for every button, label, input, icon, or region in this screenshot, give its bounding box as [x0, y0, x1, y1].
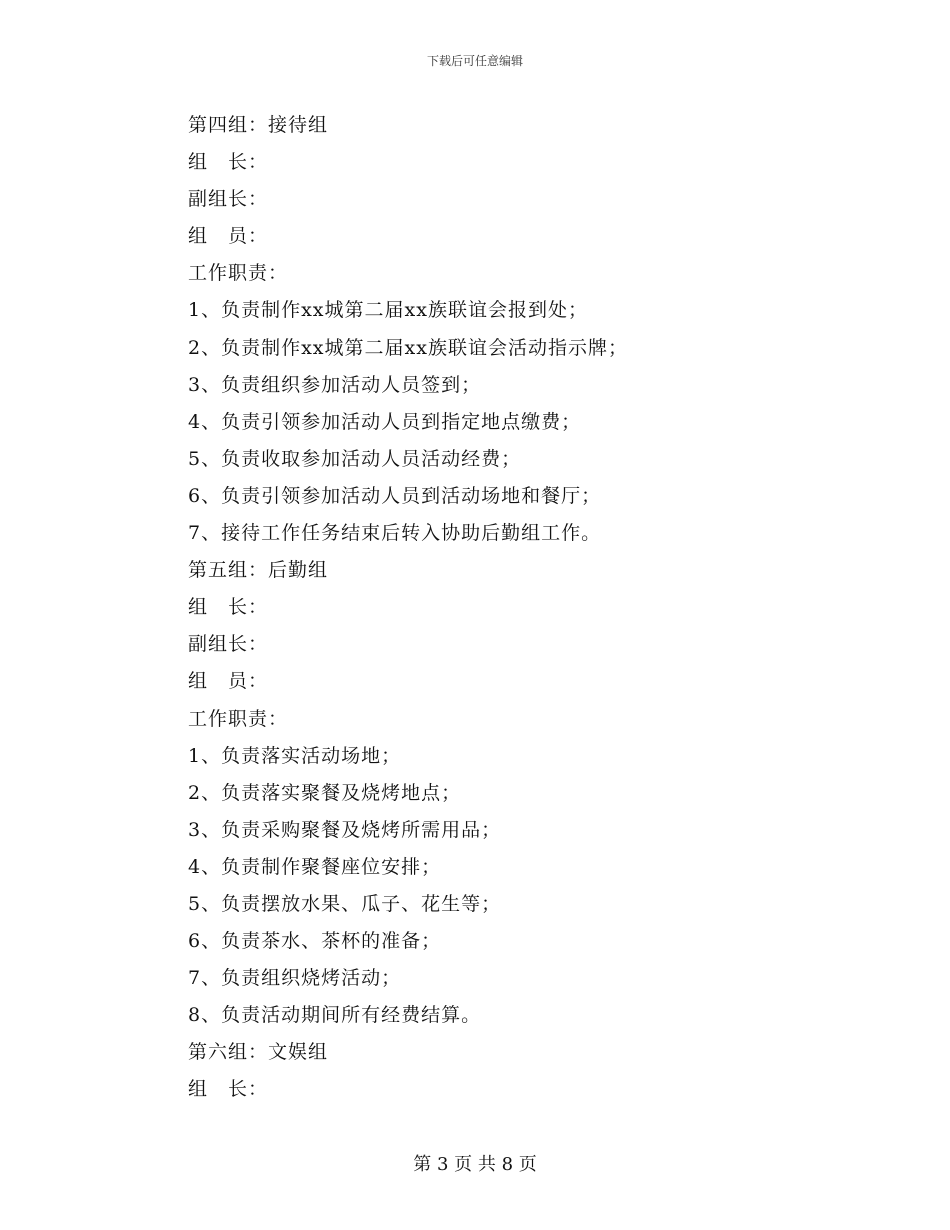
group-four-deputy-line: 副组长： — [188, 188, 269, 211]
group-five-duty-item: 2、负责落实聚餐及烧烤地点； — [188, 781, 462, 804]
group-four-duty-item: 7、接待工作任务结束后转入协助后勤组工作。 — [188, 522, 602, 545]
page-header: 下载后可任意编辑 — [426, 54, 523, 68]
group-four-duty-item: 4、负责引领参加活动人员到指定地点缴费； — [188, 410, 582, 433]
group-four-duty-item: 1、负责制作xx城第二届xx族联谊会报到处； — [188, 299, 588, 322]
document-body — [188, 107, 808, 1109]
group-four-duties-heading: 工作职责： — [188, 262, 289, 285]
group-four-heading: 第四组：接待组 — [188, 114, 329, 136]
group-four-duty-item: 3、负责组织参加活动人员签到； — [188, 373, 482, 396]
group-six-leader-line: 组 长： — [188, 1078, 269, 1101]
group-four-members-line: 组 员： — [188, 225, 269, 248]
group-five-deputy-line: 副组长： — [188, 633, 269, 656]
group-five-members-line: 组 员： — [188, 670, 269, 693]
group-four-duty-item: 2、负责制作xx城第二届xx族联谊会活动指示牌； — [188, 336, 628, 359]
group-five-leader-line: 组 长： — [188, 596, 269, 619]
group-five-duty-item: 8、负责活动期间所有经费结算。 — [188, 1004, 482, 1027]
group-six-heading: 第六组：文娱组 — [188, 1041, 329, 1064]
group-five-duty-item: 5、负责摆放水果、瓜子、花生等； — [188, 892, 502, 915]
group-five-duty-item: 7、负责组织烧烤活动； — [188, 967, 402, 990]
page-number-footer: 第 3 页 共 8 页 — [413, 1154, 537, 1175]
group-four-duty-item: 5、负责收取参加活动人员活动经费； — [188, 447, 522, 470]
group-five-duty-item: 1、负责落实活动场地； — [188, 744, 402, 767]
group-five-duties-heading: 工作职责： — [188, 707, 289, 730]
group-four-duty-item: 6、负责引领参加活动人员到活动场地和餐厅； — [188, 484, 602, 507]
group-five-heading: 第五组：后勤组 — [188, 559, 329, 582]
group-four-leader-line: 组 长： — [188, 151, 269, 174]
group-five-duty-item: 6、负责茶水、茶杯的准备； — [188, 930, 442, 953]
group-five-duty-item: 4、负责制作聚餐座位安排； — [188, 855, 442, 878]
group-five-duty-item: 3、负责采购聚餐及烧烤所需用品； — [188, 818, 502, 841]
